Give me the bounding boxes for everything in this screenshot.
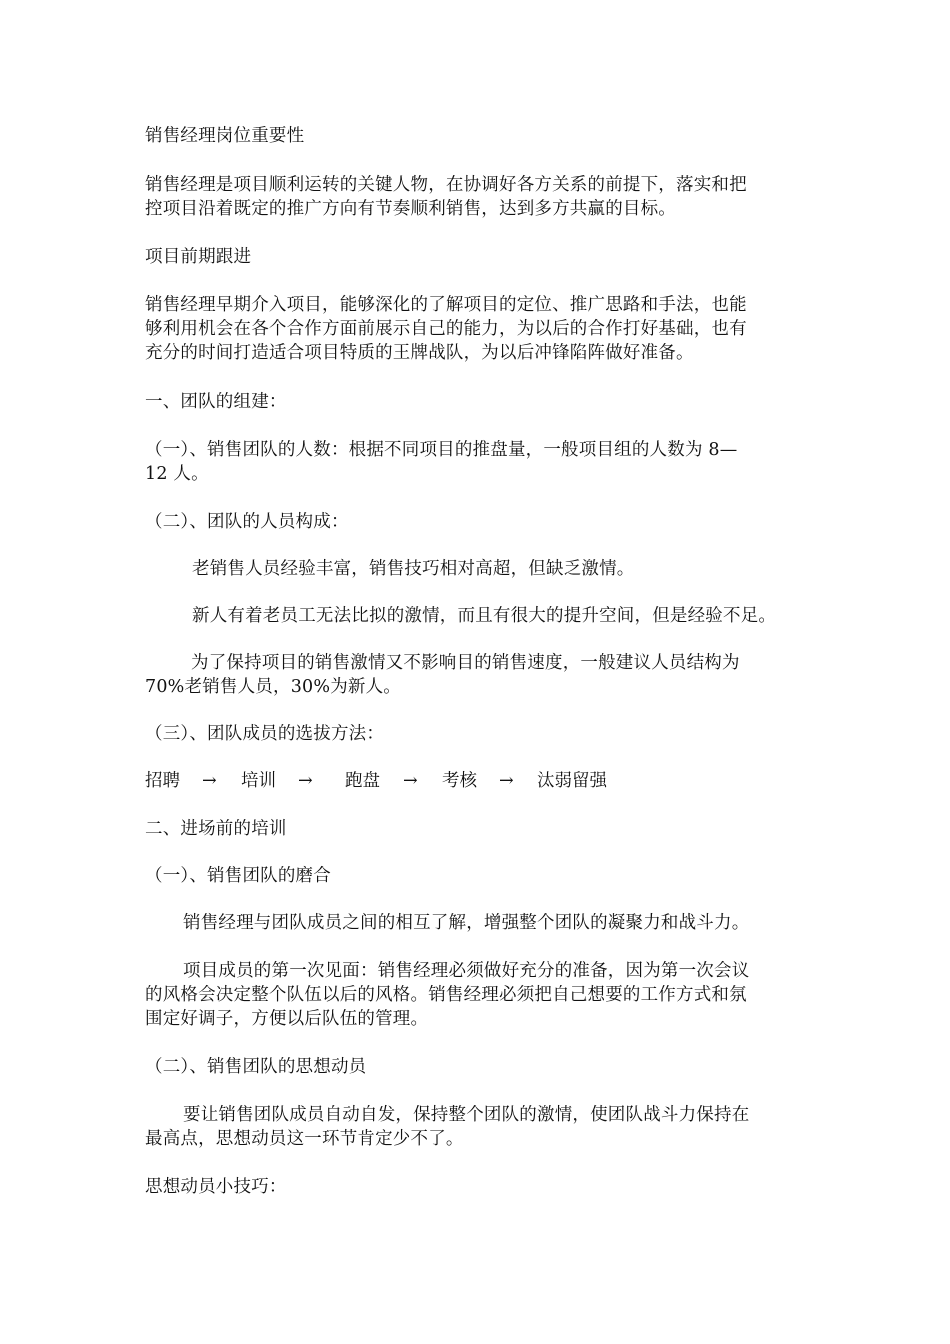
subsection-team-bonding: （一）、销售团队的磨合 <box>145 866 331 886</box>
text-line: 要让销售团队成员自动自发，保持整个团队的激情，使团队战斗力保持在 <box>183 1105 750 1125</box>
paragraph-mutual-understanding: 销售经理与团队成员之间的相互了解，增强整个团队的凝聚力和战斗力。 <box>183 913 750 933</box>
paragraph-mobilization <box>145 1103 825 1151</box>
flow-arrow-icon: → <box>298 771 313 791</box>
heading-project-early-follow-up: 项目前期跟进 <box>145 247 252 267</box>
flow-step-field-visit: 跑盘 <box>345 771 380 791</box>
text-line: 70%老销售人员，30%为新人。 <box>145 677 401 697</box>
text-line: 12 人。 <box>145 464 209 484</box>
section-heading-team-building: 一、团队的组建： <box>145 392 287 412</box>
subsection-team-composition: （二）、团队的人员构成： <box>145 512 349 532</box>
subsection-team-mobilization: （二）、销售团队的思想动员 <box>145 1057 367 1077</box>
section-heading-pre-entry-training: 二、进场前的培训 <box>145 819 287 839</box>
paragraph-new-staff: 新人有着老员工无法比拟的激情，而且有很大的提升空间，但是经验不足。 <box>192 606 777 626</box>
text-line: 控项目沿着既定的推广方向有节奏顺利销售，达到多方共赢的目标。 <box>145 199 676 219</box>
text-line: 最高点，思想动员这一环节肯定少不了。 <box>145 1129 464 1149</box>
heading-mobilization-tips: 思想动员小技巧： <box>145 1177 287 1197</box>
text-line: 的风格会决定整个队伍以后的风格。销售经理必须把自己想要的工作方式和氛 <box>145 985 747 1005</box>
paragraph-early-involvement <box>145 293 825 365</box>
flow-step-recruit: 招聘 <box>145 771 180 791</box>
paragraph-senior-staff: 老销售人员经验丰富，销售技巧相对高超，但缺乏激情。 <box>192 559 635 579</box>
text-line: 充分的时间打造适合项目特质的王牌战队，为以后冲锋陷阵做好准备。 <box>145 343 694 363</box>
text-line: （一）、销售团队的人数：根据不同项目的推盘量，一般项目组的人数为 8— <box>145 440 738 460</box>
subsection-selection-method: （三）、团队成员的选拔方法： <box>145 724 385 744</box>
flow-step-eliminate: 汰弱留强 <box>537 771 607 791</box>
text-line: 够利用机会在各个合作方面前展示自己的能力，为以后的合作打好基础，也有 <box>145 319 747 339</box>
flow-step-train: 培训 <box>241 771 276 791</box>
text-line: 项目成员的第一次见面：销售经理必须做好充分的准备，因为第一次会议 <box>183 961 750 981</box>
text-line: 销售经理是项目顺利运转的关键人物，在协调好各方关系的前提下，落实和把 <box>145 175 747 195</box>
paragraph-sales-manager-role <box>145 173 825 221</box>
subsection-team-size <box>145 438 825 486</box>
text-line: 为了保持项目的销售激情又不影响目的销售速度，一般建议人员结构为 <box>191 653 740 673</box>
flow-step-assess: 考核 <box>442 771 477 791</box>
flow-arrow-icon: → <box>499 771 514 791</box>
text-line: 销售经理早期介入项目，能够深化的了解项目的定位、推广思路和手法，也能 <box>145 295 747 315</box>
paragraph-first-meeting <box>145 959 825 1031</box>
heading-sales-manager-importance: 销售经理岗位重要性 <box>145 126 305 146</box>
flow-arrow-icon: → <box>202 771 217 791</box>
text-line: 围定好调子，方便以后队伍的管理。 <box>145 1009 429 1029</box>
paragraph-staff-ratio <box>145 651 825 699</box>
flow-arrow-icon: → <box>403 771 418 791</box>
